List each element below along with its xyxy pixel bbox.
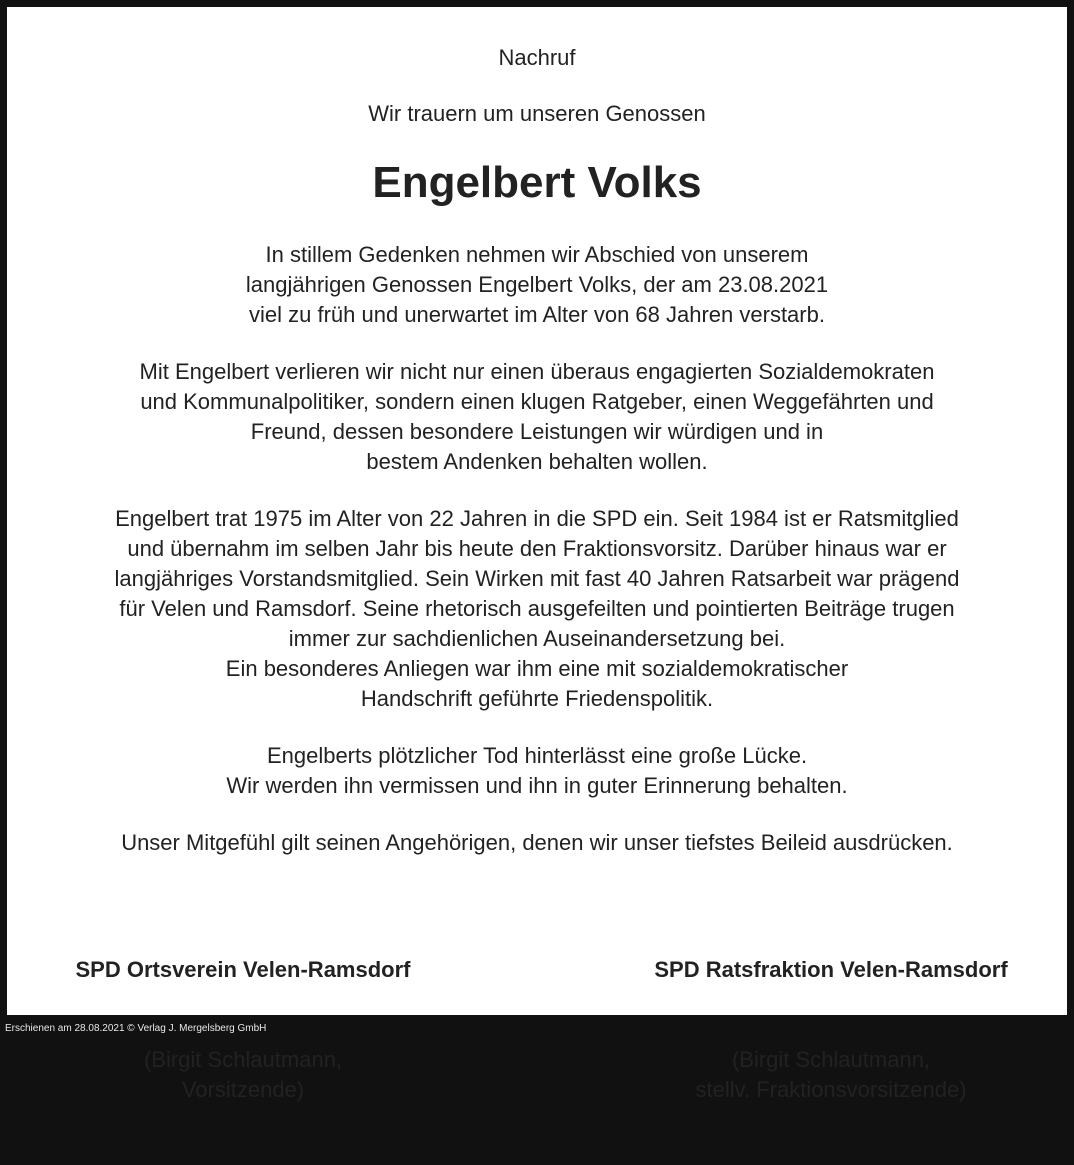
notice-intro: Wir trauern um unseren Genossen xyxy=(368,101,706,126)
signature-person: (Birgit Schlautmann, Vorsitzende) xyxy=(143,1047,343,1102)
paragraph-loss: Engelberts plötzlicher Tod hinterlässt eine große Lücke. Wir werden ihn vermissen und ihn in guter Erinnerung behalten. xyxy=(226,743,848,798)
signature-ratsfraktion xyxy=(631,895,1031,1165)
signature-organization: SPD Ratsfraktion Velen-Ramsdorf xyxy=(654,957,1008,982)
paragraph-remembrance: In stillem Gedenken nehmen wir Abschied von unserem langjährigen Genossen Engelbert Volks, der am 23.08.2021 viel zu früh und unerwartet im Alter von 68 Jahren verstarb. xyxy=(245,242,829,327)
signature-person: (Birgit Schlautmann, stellv. Fraktionsvorsitzende) xyxy=(695,1047,967,1102)
deceased-name: Engelbert Volks xyxy=(372,158,702,207)
paragraph-tribute: Mit Engelbert verlieren wir nicht nur einen überaus engagierten Sozialdemokraten und Kommunalpolitiker, sondern einen klugen Ratgeber, einen Weggefährten und Freund, dessen besondere Leistungen wir würdigen und in bestem Andenken behalten wollen. xyxy=(139,359,935,474)
notice-heading: Nachruf xyxy=(498,45,576,70)
paragraph-biography: Engelbert trat 1975 im Alter von 22 Jahren in die SPD ein. Seit 1984 ist er Ratsmitglied und übernahm im selben Jahr bis heute den Fraktionsvorsitz. Darüber hinaus war er langjähriges Vorstandsmitglied. Sein Wirken mit fast 40 Jahren Ratsarbeit war prägend für Velen und Ramsdorf. Seine rhetorisch ausgefeilten und pointierten Beiträge trugen immer zur sachdienlichen Auseinandersetzung bei. Ein besonderes Anliegen war ihm eine mit sozialdemokratischer Handschrift geführte Friedenspolitik. xyxy=(114,506,960,711)
signature-organization: SPD Ortsverein Velen-Ramsdorf xyxy=(75,957,411,982)
publication-footer: Erschienen am 28.08.2021 © Verlag J. Mergelsberg GmbH xyxy=(5,1023,267,1034)
paragraph-condolence: Unser Mitgefühl gilt seinen Angehörigen, denen wir unser tiefstes Beileid ausdrücken. xyxy=(121,830,953,855)
